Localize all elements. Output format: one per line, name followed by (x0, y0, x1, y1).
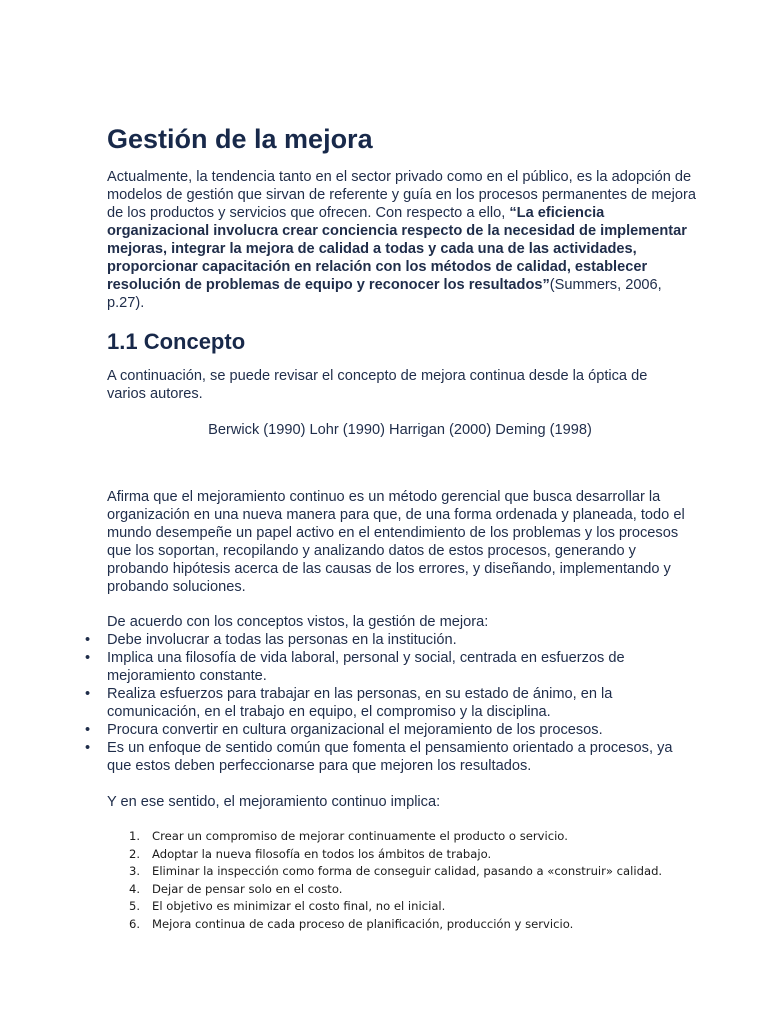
definition-paragraph: Afirma que el mejoramiento continuo es un método gerencial que busca desarrollar la organización en una nueva manera para que, de una forma ordenada y planeada, todo el mundo desempeñe un papel activo en el entendimiento de los problemas y los procesos que los soportan, recopilando y analizando datos de estos procesos, generando y probando hipótesis acerca de las causas de los errores, y diseñando, implementando y probando soluciones. (107, 489, 685, 595)
numbered-item (107, 898, 697, 916)
numbered-item-text: Crear un compromiso de mejorar continuamente el producto o servicio. (152, 829, 568, 843)
numbered-item-text: El objetivo es minimizar el costo final, no el inicial. (152, 899, 446, 913)
list-item (85, 631, 697, 649)
page-title: Gestión de la mejora (107, 124, 373, 154)
numbered-item (107, 881, 697, 899)
numbered-item-text: Mejora continua de cada proceso de planificación, producción y servicio. (152, 916, 574, 931)
list-item (85, 739, 697, 775)
list-item (85, 649, 697, 685)
list-item-text: Implica una filosofía de vida laboral, personal y social, centrada en esfuerzos de mejoramiento constante. (107, 650, 625, 684)
intro-bold-quote: “La eficiencia organizacional involucra crear conciencia respecto de la necesidad de implementar mejoras, integrar la mejora de calidad a todas y cada una de las actividades, proporcionar capacitación en relación con los métodos de calidad, establecer resolución de problemas de equipo y reconocer los resultados” (107, 205, 687, 293)
bullet-list (85, 631, 697, 775)
list-item (85, 685, 697, 721)
item-number: 1. (129, 829, 141, 843)
item-number: 5. (129, 899, 141, 913)
bullet-icon: • (85, 722, 91, 738)
section-intro: A continuación, se puede revisar el concepto de mejora continua desde la óptica de varios autores. (107, 368, 648, 402)
numbered-item (107, 916, 697, 934)
bullet-icon: • (85, 632, 91, 648)
numbered-item (107, 846, 697, 864)
numbered-intro: Y en ese sentido, el mejoramiento continuo implica: (107, 794, 441, 810)
bullet-icon: • (85, 686, 91, 702)
item-number: 2. (129, 846, 141, 861)
numbered-item (107, 863, 697, 881)
numbered-item-text: Adoptar la nueva filosofía en todos los ámbitos de trabajo. (152, 846, 492, 861)
list-item-text: Procura convertir en cultura organizacional el mejoramiento de los procesos. (107, 722, 603, 738)
numbered-item-text: Dejar de pensar solo en el costo. (152, 881, 343, 896)
list-item (85, 721, 697, 739)
bullets-intro: De acuerdo con los conceptos vistos, la gestión de mejora: (107, 614, 489, 630)
authors-line: Berwick (1990) Lohr (1990) Harrigan (2000) Deming (1998) (208, 422, 592, 438)
section-heading: 1.1 Concepto (107, 329, 246, 354)
numbered-item-text: Eliminar la inspección como forma de conseguir calidad, pasando a «construir» calidad. (152, 864, 663, 878)
numbered-item (107, 828, 697, 846)
bullet-icon: • (85, 740, 91, 756)
item-number: 3. (129, 864, 141, 878)
list-item-text: Es un enfoque de sentido común que fomenta el pensamiento orientado a procesos, ya que estos deben perfeccionarse para que mejoren los resultados. (107, 740, 673, 774)
list-item-text: Realiza esfuerzos para trabajar en las personas, en su estado de ánimo, en la comunicación, en el trabajo en equipo, el compromiso y la disciplina. (107, 686, 613, 720)
list-item-text: Debe involucrar a todas las personas en la institución. (107, 632, 457, 648)
intro-citation: (Summers, 2006, p.27). (107, 277, 662, 311)
intro-paragraph (107, 168, 697, 312)
item-number: 6. (129, 916, 141, 931)
item-number: 4. (129, 881, 141, 896)
numbered-list (107, 828, 697, 933)
intro-text: Actualmente, la tendencia tanto en el sector privado como en el público, es la adopción de modelos de gestión que sirvan de referente y guía en los procesos permanentes de mejora de los productos y servicios que ofrecen. Con respecto a ello, (107, 169, 696, 221)
bullet-icon: • (85, 650, 91, 666)
